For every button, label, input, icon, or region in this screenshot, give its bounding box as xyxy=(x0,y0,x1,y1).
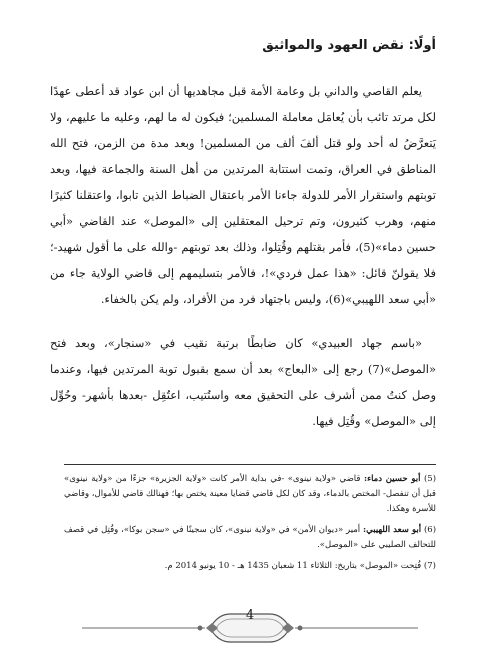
footnote-divider xyxy=(64,464,436,465)
body-text xyxy=(50,78,436,452)
footnote-name: أبو حسين دماء: xyxy=(363,474,421,484)
footnote-marker: (6) xyxy=(423,525,437,535)
paragraph-2: «باسم جهاد العبيدي» كان ضابطًا برتبة نقيب في «سنجار»، وبعد فتح «الموصل»(7) رجع إلى «البعاج» بعد أن سمع بقبول توبة المرتدين فيها، وعندما وصل كنتُ ممن أشرف على التحقيق معه واستُتيب، اعتُقِل -بعدها بأشهر- وحُوِّل إلى «الموصل» وقُتِل فيها. xyxy=(50,336,436,428)
footnotes xyxy=(64,472,436,580)
footnote-text: قاضي «ولاية نينوى» -في بداية الأمر كانت «ولاية الجزيرة» جزءًا من «ولاية نينوى» قبل أن تنفصل- المختص بالدماء، وقد كان لكل قاضي قضايا معينة يختص بها؛ فهنالك قاضي للأموال، وقاضي للأسرة وهكذا. xyxy=(64,474,436,514)
page-number: 4 xyxy=(245,608,255,623)
footnote-5 xyxy=(64,472,436,517)
footnote-6 xyxy=(64,523,436,553)
footnote-text: أمير «ديوان الأمن» في «ولاية نينوى»، كان سجينًا في «سجن بوكا»، وقُتِل في قصف للتحالف الصليبي على «الموصل». xyxy=(64,525,436,550)
footnote-marker: (5) xyxy=(423,474,437,484)
section-heading: أولًا: نقض العهود والمواثيق xyxy=(262,38,436,53)
paragraph-1: يعلم القاصي والداني بل وعامة الأمة قبل مجاهديها أن ابن عواد قد أعطى عهدًا لكل مرتد تائب بأن يُعامَل معاملة المسلمين؛ فيكون له ما لهم، وعليه ما عليهم، ولا يَتعرَّضُ له أحد ولو قتل ألفَ ألف من المسلمين! وبعد مدة من الزمن، فتح الله المناطق في العراق، وتمت استتابة المرتدين من أهل السنة والجماعة فيها، وبعد توبتهم واستقرار الأمر للدولة جاءنا الأمر باعتقال الضباط الذين تابوا، واعتقلنا كثيرًا منهم، وهرب كثيرون، وتم ترحيل المعتقلين إلى «الموصل» عند القاضي «أبي حسين دماء»(5)، فأمر بقتلهم وقُتِلوا، وذلك بعد توبتهم -والله على ما أقول شهيد-؛ فلا يقولنّ قائل: «هذا عمل فردي»!، فالأمر بتسليمهم إلى قاضي الولاية جاء من «أبي سعد اللهيبي»(6)، وليس باجتهاد فرد من الأفراد، ولم يكن بالخفاء. xyxy=(50,84,436,306)
footnote-7 xyxy=(64,559,436,574)
footnote-name: أبو سعد اللهيبي: xyxy=(363,525,422,535)
footnote-marker: (7) xyxy=(423,561,436,571)
footnote-text: فُتِحت «الموصل» بتاريخ: الثلاثاء 11 شعبان 1435 هـ - 10 يونيو 2014 م. xyxy=(164,561,422,571)
